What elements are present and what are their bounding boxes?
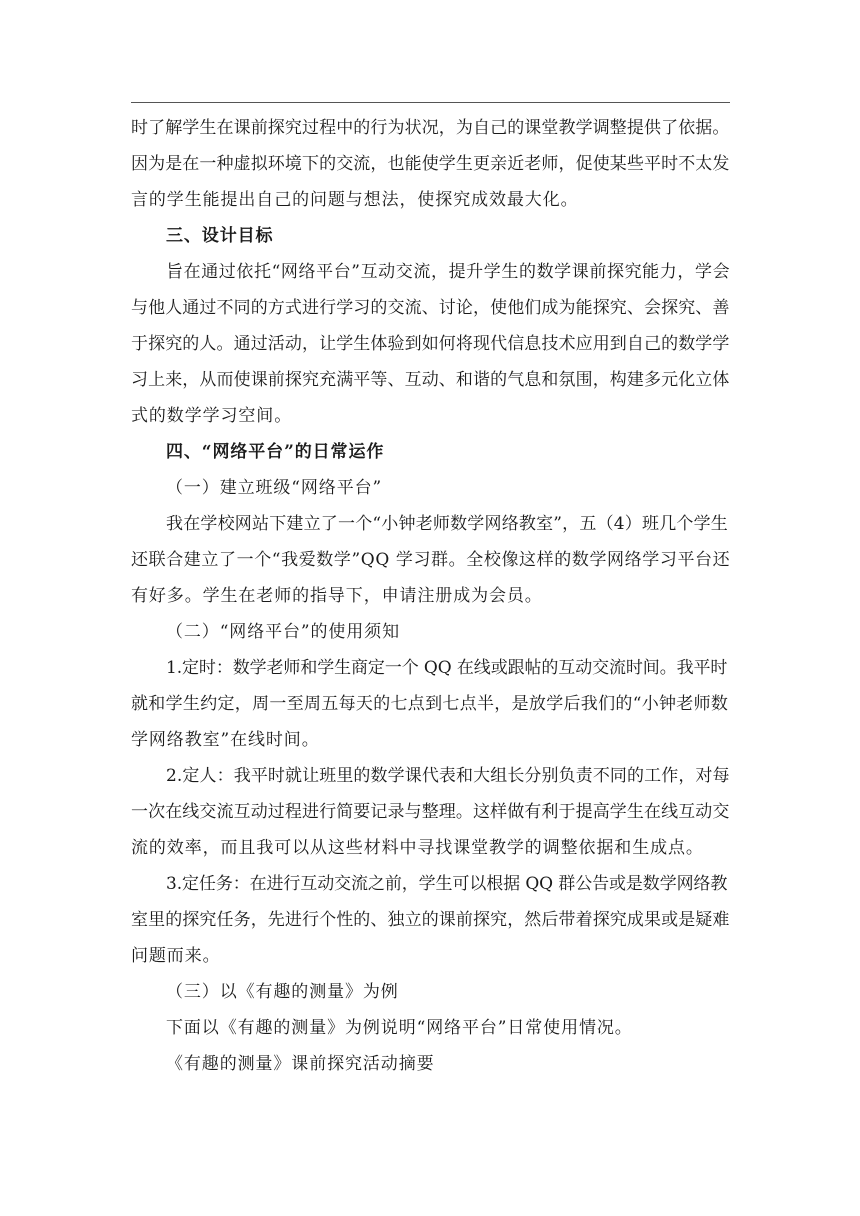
- text-line: 因为是在一种虚拟环境下的交流，也能使学生更亲近老师，促使某些平时不太发: [131, 154, 730, 174]
- text-line: 式的数学学习空间。: [131, 406, 293, 426]
- text-line: 就和学生约定，周一至周五每天的七点到七点半，是放学后我们的“小钟老师数: [131, 694, 729, 714]
- text-line: 学网络教室”在线时间。: [131, 730, 320, 750]
- text-line: （一）建立班级“网络平台”: [166, 478, 383, 498]
- document-page: [131, 110, 730, 1082]
- header-rule: [131, 102, 730, 103]
- text-line: 还联合建立了一个“我爱数学”QQ 学习群。全校像这样的数学网络学习平台还: [131, 550, 730, 570]
- text-line: 旨在通过依托“网络平台”互动交流，提升学生的数学课前探究能力，学会: [166, 262, 730, 282]
- text-line: 习上来，从而使课前探究充满平等、互动、和谐的气息和氛围，构建多元化立体: [131, 370, 730, 390]
- text-line: 流的效率，而且我可以从这些材料中寻找课堂教学的调整依据和生成点。: [131, 838, 704, 858]
- text-line: （三）以《有趣的测量》为例: [166, 982, 399, 1002]
- text-line: 下面以《有趣的测量》为例说明“网络平台”日常使用情况。: [166, 1018, 633, 1038]
- text-line: 1.定时：数学老师和学生商定一个 QQ 在线或跟帖的互动交流时间。我平时: [166, 658, 728, 678]
- text-line: 时了解学生在课前探究过程中的行为状况，为自己的课堂教学调整提供了依据。: [131, 118, 730, 138]
- text-line: 与他人通过不同的方式进行学习的交流、讨论，使他们成为能探究、会探究、善: [131, 298, 730, 318]
- text-line: 《有趣的测量》课前探究活动摘要: [166, 1054, 435, 1074]
- section-heading: 四、“网络平台”的日常运作: [166, 442, 385, 462]
- section-heading: 三、设计目标: [166, 226, 274, 246]
- text-line: （二）“网络平台”的使用须知: [166, 622, 400, 642]
- text-line: 有好多。学生在老师的指导下，申请注册成为会员。: [131, 586, 543, 606]
- text-line: 3.定任务：在进行互动交流之前，学生可以根据 QQ 群公告或是数学网络教: [166, 874, 728, 894]
- text-line: 言的学生能提出自己的问题与想法，使探究成效最大化。: [131, 190, 579, 210]
- text-line: 问题而来。: [131, 946, 221, 966]
- text-line: 于探究的人。通过活动，让学生体验到如何将现代信息技术应用到自己的数学学: [131, 334, 730, 354]
- text-line: 室里的探究任务，先进行个性的、独立的课前探究，然后带着探究成果或是疑难: [131, 910, 730, 930]
- text-line: 2.定人：我平时就让班里的数学课代表和大组长分别负责不同的工作，对每: [166, 766, 730, 786]
- text-line: 我在学校网站下建立了一个“小钟老师数学网络教室”，五（4）班几个学生: [166, 514, 728, 534]
- text-line: 一次在线交流互动过程进行简要记录与整理。这样做有利于提高学生在线互动交: [131, 802, 730, 822]
